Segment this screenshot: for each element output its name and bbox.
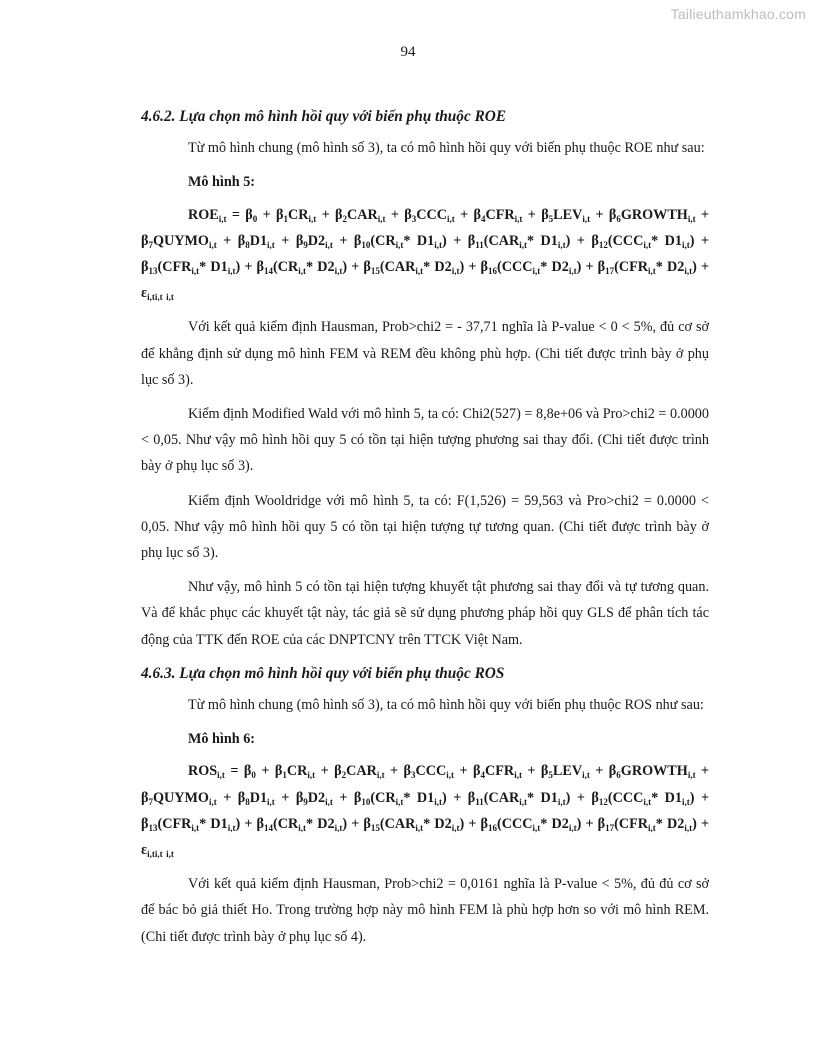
watermark: Tailieuthamkhao.com (670, 6, 806, 22)
document-body (141, 104, 709, 958)
section-intro-ros: Từ mô hình chung (mô hình số 3), ta có mô hình hồi quy với biến phụ thuộc ROS như sau: (188, 697, 704, 714)
model-6-label: Mô hình 6: (188, 731, 256, 748)
section-heading-roe: 4.6.2. Lựa chọn mô hình hồi quy với biến phụ thuộc ROE (141, 108, 507, 125)
section-heading-ros: 4.6.3. Lựa chọn mô hình hồi quy với biến phụ thuộc ROS (141, 664, 505, 682)
model-5-label: Mô hình 5: (188, 174, 256, 191)
paragraph-hausman-roe: Với kết quả kiểm định Hausman, Prob>chi2 = - 37,71 nghĩa là P-value < 0 < 5%, đủ cơ sở để khẳng định sử dụng mô hình FEM và REM đều không phù hợp. (Chi tiết được trình bày ở phụ lục số 3). (141, 319, 709, 388)
paragraph-wald-roe: Kiểm định Modified Wald với mô hình 5, ta có: Chi2(527) = 8,8e+06 và Pro>chi2 = 0.0000 < 0,05. Như vậy mô hình hồi quy 5 có tồn tại hiện tượng phương sai thay đổi. (Chi tiết được trình bày ở phụ lục số 3). (141, 406, 709, 475)
equation-model-5: $ROE_{i,t} = \beta_0 + \beta_1CR_{i,t} + \beta_2CAR_{i,t} + \beta_3CCC_{i,t} + \beta_4CFR_{i,t} + \beta_5LEV_{i,t}$ + $\beta_6GROWTH_{i,t}$ + $\beta_7QUYMO_{i,t} + \beta_8D1_{i,t} + \beta_9D2_{i,t} + \beta_{10}(CR_{i,t}*$ $D1_{i,t}) + \beta_{11}(CAR_{i,t}*$ $D1_{i,t}) + \beta_{12}(CCC_{i,t}*$ $D1_{i,t}) + \beta_{13}(CFR_{i,t}*$ $D1_{i,t}) + \beta_{14}(CR_{i,t}*$ $D2_{i,t}) + \beta_{15}(CAR_{i,t}*$ $D2_{i,t}) + \beta_{16}(CCC_{i,t}*$ $D2_{i,t}) + \beta_{17}(CFR_{i,t}*$ $D2_{i,t}) + \varepsilon_{i,ti,t}$ $_{i,t}$ (141, 206, 710, 303)
paragraph-conclusion-roe: Như vậy, mô hình 5 có tồn tại hiện tượng khuyết tật phương sai thay đổi và tự tương quan. Và để khắc phục các khuyết tật này, tác giả sẽ sử dụng phương pháp hồi quy GLS để phân tích tác động của TTK đến ROE của các DNPTCNY trên TTCK Việt Nam. (141, 579, 709, 648)
paragraph-hausman-ros: Với kết quả kiểm định Hausman, Prob>chi2 = 0,0161 nghĩa là P-value < 5%, đủ đủ cơ sở để bác bỏ giả thiết Ho. Trong trường hợp này mô hình FEM là phù hợp hơn so với mô hình REM. (Chi tiết được trình bày ở phụ lục số 4). (141, 876, 709, 945)
paragraph-wooldridge-roe: Kiểm định Wooldridge với mô hình 5, ta có: F(1,526) = 59,563 và Pro>chi2 = 0.0000 < 0,05. Như vậy mô hình hồi quy 5 có tồn tại hiện tượng tự tương quan. (Chi tiết được trình bày ở phụ lục số 3). (141, 492, 709, 562)
page-number: 94 (400, 44, 416, 60)
equation-model-6: $ROS_{i,t} = \beta_0 + \beta_1CR_{i,t} + \beta_2CAR_{i,t} + \beta_3CCC_{i,t} + \beta_4CFR_{i,t} + \beta_5LEV_{i,t}$ + $\beta_6GROWTH_{i,t}$ + $\beta_7QUYMO_{i,t} + \beta_8D1_{i,t} + \beta_9D2_{i,t} + \beta_{10}(CR_{i,t}*$ $D1_{i,t}) + \beta_{11}(CAR_{i,t}*$ $D1_{i,t}) + \beta_{12}(CCC_{i,t}*$ $D1_{i,t}) + \beta_{13}(CFR_{i,t}*$ $D1_{i,t}) + \beta_{14}(CR_{i,t}*$ $D2_{i,t}) + \beta_{15}(CAR_{i,t}*$ $D2_{i,t}) + \beta_{16}(CCC_{i,t}*$ $D2_{i,t}) + \beta_{17}(CFR_{i,t}*$ $D2_{i,t}) + \varepsilon_{i,ti,t}$ $_{i,t}$ (141, 763, 710, 860)
section-intro-roe: Từ mô hình chung (mô hình số 3), ta có mô hình hồi quy với biến phụ thuộc ROE như sau: (188, 140, 705, 157)
